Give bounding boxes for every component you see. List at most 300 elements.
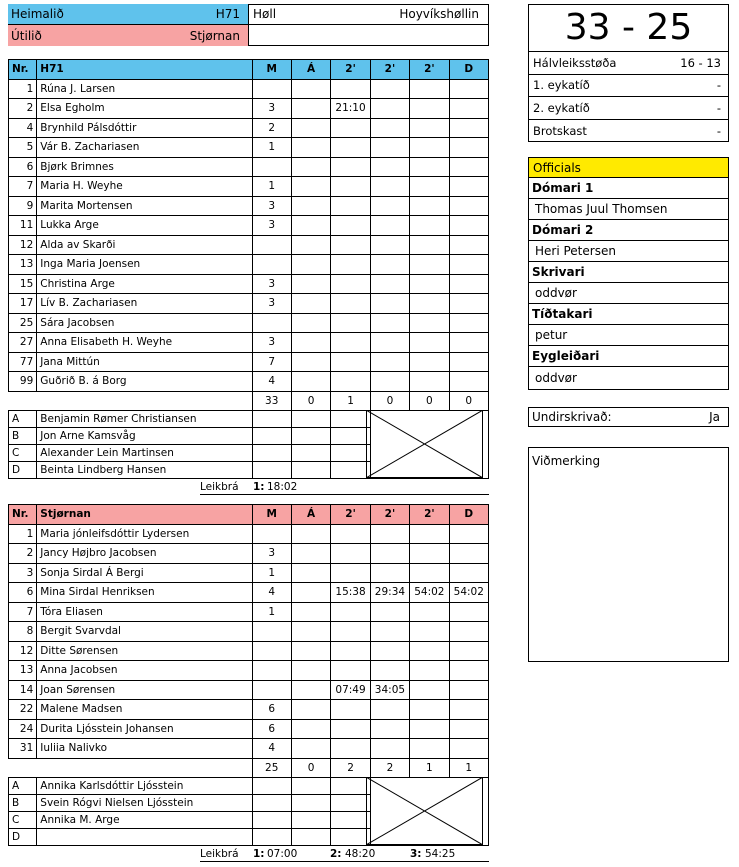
player-suspension-3	[410, 216, 449, 236]
player-suspension-1	[331, 118, 370, 138]
team1-timeouts	[200, 480, 489, 495]
timeout-3-time: 54:25	[425, 848, 456, 860]
totals-row	[9, 391, 489, 411]
official-name	[528, 199, 729, 220]
player-nr: 13	[9, 255, 37, 275]
total-disqualifications: 0	[449, 391, 488, 411]
team-name: H71	[37, 60, 252, 80]
col-a: Á	[291, 505, 330, 525]
player-disqualification	[449, 255, 488, 275]
player-warning	[291, 138, 330, 158]
player-disqualification	[449, 524, 488, 544]
staff-suspension	[331, 462, 370, 479]
player-disqualification	[449, 216, 488, 236]
player-suspension-1	[331, 177, 370, 197]
player-suspension-2	[370, 313, 409, 333]
player-nr: 24	[9, 719, 37, 739]
player-suspension-3	[410, 352, 449, 372]
timeout-1-time: 18:02	[267, 481, 298, 493]
col-m: M	[252, 60, 291, 80]
player-name: Sára Jacobsen	[37, 313, 252, 333]
score-row-value: -	[716, 100, 721, 115]
home-team: H71	[215, 7, 240, 21]
player-nr: 8	[9, 622, 37, 642]
player-name: Malene Madsen	[37, 700, 252, 720]
player-nr: 1	[9, 524, 37, 544]
player-row	[9, 352, 489, 372]
player-disqualification	[449, 641, 488, 661]
player-disqualification	[449, 719, 488, 739]
player-nr: 1	[9, 79, 37, 99]
official-name-label: petur	[535, 328, 568, 342]
player-warning	[291, 294, 330, 314]
player-suspension-3	[410, 118, 449, 138]
player-disqualification	[449, 739, 488, 759]
player-name: Iuliia Nalivko	[37, 739, 252, 759]
player-suspension-3	[410, 563, 449, 583]
player-suspension-2	[370, 563, 409, 583]
player-nr: 5	[9, 138, 37, 158]
player-row	[9, 700, 489, 720]
staff-suspension	[331, 812, 370, 829]
player-name: Maria jónleifsdóttir Lydersen	[37, 524, 252, 544]
staff-warning	[291, 829, 330, 846]
player-suspension-3	[410, 79, 449, 99]
player-warning	[291, 602, 330, 622]
total-suspensions-1: 1	[331, 391, 370, 411]
staff-warning	[291, 411, 330, 428]
staff-suspension	[331, 829, 370, 846]
player-warning	[291, 196, 330, 216]
timeout-1-label: 1:	[253, 848, 265, 860]
player-suspension-3	[410, 719, 449, 739]
player-nr: 4	[9, 118, 37, 138]
col-s1: 2'	[331, 505, 370, 525]
player-suspension-2	[370, 333, 409, 353]
player-goals	[252, 680, 291, 700]
player-nr: 22	[9, 700, 37, 720]
score-row	[528, 75, 729, 98]
signed-value: Ja	[709, 410, 720, 424]
staff-suspension	[331, 411, 370, 428]
player-goals: 4	[252, 739, 291, 759]
player-name: Inga Maria Joensen	[37, 255, 252, 275]
player-name: Guðrið B. á Borg	[37, 372, 252, 392]
player-name: Sonja Sirdal Á Bergi	[37, 563, 252, 583]
official-name-label: oddvør	[535, 370, 577, 385]
col-nr: Nr.	[9, 60, 37, 80]
total-suspensions-1: 2	[331, 758, 370, 778]
official-role-label: Dómari 2	[532, 223, 594, 237]
player-disqualification	[449, 196, 488, 216]
player-suspension-3	[410, 622, 449, 642]
player-disqualification	[449, 274, 488, 294]
timeout-1-time: 07:00	[267, 848, 298, 860]
total-disqualifications: 1	[449, 758, 488, 778]
score-row-label: 1. eykatíð	[533, 78, 590, 93]
player-goals: 7	[252, 352, 291, 372]
player-suspension-3	[410, 739, 449, 759]
staff-name: Jon Arne Kamsvåg	[37, 428, 252, 445]
player-suspension-1	[331, 641, 370, 661]
staff-cross-box	[366, 777, 483, 845]
player-suspension-2	[370, 352, 409, 372]
player-goals	[252, 524, 291, 544]
player-disqualification	[449, 157, 488, 177]
player-goals: 1	[252, 177, 291, 197]
score-row	[528, 120, 729, 143]
player-nr: 12	[9, 641, 37, 661]
player-warning	[291, 372, 330, 392]
player-warning	[291, 157, 330, 177]
player-suspension-2	[370, 99, 409, 119]
player-name: Bjørk Brimnes	[37, 157, 252, 177]
player-warning	[291, 177, 330, 197]
player-name: Anna Elisabeth H. Weyhe	[37, 333, 252, 353]
player-suspension-2	[370, 138, 409, 158]
player-suspension-1	[331, 524, 370, 544]
player-row	[9, 333, 489, 353]
player-nr: 25	[9, 313, 37, 333]
staff-name: Annika M. Arge	[37, 812, 252, 829]
player-nr: 27	[9, 333, 37, 353]
player-suspension-2	[370, 274, 409, 294]
staff-letter: D	[9, 462, 37, 479]
timeout-1-label: 1:	[253, 481, 265, 493]
player-suspension-2	[370, 602, 409, 622]
player-row	[9, 274, 489, 294]
player-name: Rúna J. Larsen	[37, 79, 252, 99]
player-name: Joan Sørensen	[37, 680, 252, 700]
player-nr: 15	[9, 274, 37, 294]
player-suspension-3	[410, 255, 449, 275]
player-row	[9, 177, 489, 197]
col-s3: 2'	[410, 505, 449, 525]
player-suspension-3	[410, 524, 449, 544]
player-suspension-3	[410, 235, 449, 255]
player-name: Tóra Eliasen	[37, 602, 252, 622]
player-nr: 13	[9, 661, 37, 681]
col-d: D	[449, 60, 488, 80]
player-disqualification	[449, 235, 488, 255]
player-nr: 14	[9, 680, 37, 700]
player-suspension-2	[370, 118, 409, 138]
player-warning	[291, 641, 330, 661]
official-role-label: Tíðtakari	[532, 307, 593, 321]
player-warning	[291, 524, 330, 544]
player-nr: 99	[9, 372, 37, 392]
totals-row	[9, 758, 489, 778]
player-suspension-1	[331, 255, 370, 275]
timeout-label: Leikbrá	[200, 481, 239, 493]
player-suspension-3	[410, 641, 449, 661]
player-name: Jana Mittún	[37, 352, 252, 372]
away-row	[8, 25, 249, 46]
home-row	[8, 4, 249, 25]
official-role-label: Eygleiðari	[532, 349, 600, 363]
score-row-value: -	[716, 123, 721, 138]
player-suspension-1	[331, 352, 370, 372]
player-row	[9, 216, 489, 236]
player-goals: 2	[252, 118, 291, 138]
player-suspension-1	[331, 661, 370, 681]
staff-name: Beinta Lindberg Hansen	[37, 462, 252, 479]
player-row	[9, 196, 489, 216]
player-suspension-2	[370, 661, 409, 681]
officials-title: Officials	[528, 157, 729, 178]
player-suspension-3	[410, 196, 449, 216]
player-suspension-1	[331, 196, 370, 216]
player-row	[9, 544, 489, 564]
player-warning	[291, 333, 330, 353]
team-header-row	[9, 505, 489, 525]
player-row	[9, 79, 489, 99]
player-row	[9, 719, 489, 739]
staff-warning	[291, 445, 330, 462]
official-name	[528, 241, 729, 262]
player-suspension-1	[331, 216, 370, 236]
player-warning	[291, 118, 330, 138]
player-suspension-1	[331, 372, 370, 392]
player-row	[9, 255, 489, 275]
player-name: Vár B. Zachariasen	[37, 138, 252, 158]
staff-letter: A	[9, 411, 37, 428]
player-goals: 3	[252, 99, 291, 119]
col-s1: 2'	[331, 60, 370, 80]
player-suspension-3: 54:02	[410, 583, 449, 603]
player-row	[9, 235, 489, 255]
player-disqualification: 54:02	[449, 583, 488, 603]
player-disqualification	[449, 563, 488, 583]
official-role-label: Skrivari	[532, 265, 585, 279]
staff-suspension	[331, 445, 370, 462]
player-suspension-2	[370, 739, 409, 759]
player-warning	[291, 216, 330, 236]
player-warning	[291, 583, 330, 603]
player-name: Christina Arge	[37, 274, 252, 294]
player-row	[9, 739, 489, 759]
player-row	[9, 99, 489, 119]
hall-row	[249, 4, 489, 25]
player-suspension-1: 21:10	[331, 99, 370, 119]
player-disqualification	[449, 700, 488, 720]
player-suspension-1	[331, 700, 370, 720]
player-nr: 77	[9, 352, 37, 372]
player-disqualification	[449, 544, 488, 564]
staff-suspension	[331, 795, 370, 812]
staff-letter: C	[9, 445, 37, 462]
player-name: Brynhild Pálsdóttir	[37, 118, 252, 138]
player-suspension-2	[370, 235, 409, 255]
player-warning	[291, 255, 330, 275]
score-row-value: 16 - 13	[680, 55, 721, 70]
staff-suspension	[331, 778, 370, 795]
player-suspension-2	[370, 216, 409, 236]
player-suspension-2	[370, 544, 409, 564]
player-warning	[291, 719, 330, 739]
player-suspension-2	[370, 79, 409, 99]
total-suspensions-2: 0	[370, 391, 409, 411]
staff-warning	[291, 795, 330, 812]
player-suspension-2	[370, 255, 409, 275]
player-suspension-2	[370, 196, 409, 216]
player-nr: 7	[9, 602, 37, 622]
official-role	[528, 262, 729, 283]
player-suspension-3	[410, 544, 449, 564]
player-suspension-3	[410, 313, 449, 333]
player-goals: 3	[252, 333, 291, 353]
player-suspension-1	[331, 138, 370, 158]
player-disqualification	[449, 294, 488, 314]
player-suspension-1	[331, 544, 370, 564]
player-name: Durita Ljósstein Johansen	[37, 719, 252, 739]
player-row	[9, 680, 489, 700]
player-nr: 6	[9, 157, 37, 177]
player-row	[9, 138, 489, 158]
player-row	[9, 583, 489, 603]
official-role	[528, 346, 729, 367]
player-warning	[291, 235, 330, 255]
home-label: Heimalið	[11, 7, 64, 21]
player-suspension-2	[370, 294, 409, 314]
player-suspension-3	[410, 700, 449, 720]
player-suspension-3	[410, 661, 449, 681]
player-suspension-2	[370, 700, 409, 720]
player-suspension-1	[331, 274, 370, 294]
score-row	[528, 52, 729, 75]
official-role	[528, 220, 729, 241]
official-name	[528, 367, 729, 388]
staff-name: Annika Karlsdóttir Ljósstein	[37, 778, 252, 795]
col-s3: 2'	[410, 60, 449, 80]
player-disqualification	[449, 99, 488, 119]
player-suspension-1: 15:38	[331, 583, 370, 603]
total-warnings: 0	[291, 391, 330, 411]
player-warning	[291, 622, 330, 642]
official-role	[528, 304, 729, 325]
player-suspension-1	[331, 602, 370, 622]
timeout-2-time: 48:20	[345, 848, 376, 860]
player-row	[9, 294, 489, 314]
final-score: 33 - 25	[528, 4, 729, 52]
signed-label: Undirskrivað:	[532, 410, 612, 424]
staff-name: Benjamin Rømer Christiansen	[37, 411, 252, 428]
player-goals: 6	[252, 700, 291, 720]
player-goals	[252, 661, 291, 681]
staff-warning	[291, 778, 330, 795]
remark-box	[528, 447, 729, 662]
player-goals: 4	[252, 583, 291, 603]
player-goals: 3	[252, 544, 291, 564]
player-suspension-3	[410, 138, 449, 158]
total-goals: 33	[252, 391, 291, 411]
official-name-label: Thomas Juul Thomsen	[535, 202, 668, 216]
player-name: Ditte Sørensen	[37, 641, 252, 661]
player-goals: 3	[252, 196, 291, 216]
score-row	[528, 97, 729, 120]
player-suspension-3	[410, 602, 449, 622]
player-goals: 3	[252, 294, 291, 314]
timeout-label: Leikbrá	[200, 848, 239, 860]
total-suspensions-2: 2	[370, 758, 409, 778]
player-name: Alda av Skarði	[37, 235, 252, 255]
player-name: Anna Jacobsen	[37, 661, 252, 681]
col-nr: Nr.	[9, 505, 37, 525]
player-goals	[252, 622, 291, 642]
player-disqualification	[449, 118, 488, 138]
score-row-label: Hálvleiksstøða	[533, 55, 617, 70]
total-suspensions-3: 0	[410, 391, 449, 411]
player-warning	[291, 274, 330, 294]
player-warning	[291, 563, 330, 583]
col-d: D	[449, 505, 488, 525]
player-goals	[252, 313, 291, 333]
player-suspension-3	[410, 274, 449, 294]
player-nr: 9	[9, 196, 37, 216]
player-nr: 2	[9, 544, 37, 564]
player-warning	[291, 661, 330, 681]
player-name: Maria H. Weyhe	[37, 177, 252, 197]
player-suspension-3	[410, 680, 449, 700]
staff-letter: A	[9, 778, 37, 795]
player-warning	[291, 313, 330, 333]
staff-name	[37, 829, 252, 846]
player-suspension-1	[331, 719, 370, 739]
player-suspension-3	[410, 177, 449, 197]
player-goals: 6	[252, 719, 291, 739]
total-suspensions-3: 1	[410, 758, 449, 778]
player-suspension-3	[410, 372, 449, 392]
player-suspension-1: 07:49	[331, 680, 370, 700]
player-suspension-3	[410, 333, 449, 353]
official-name-label: oddvør	[535, 286, 577, 300]
staff-letter: D	[9, 829, 37, 846]
staff-warning	[291, 812, 330, 829]
player-name: Lukka Arge	[37, 216, 252, 236]
player-suspension-2	[370, 719, 409, 739]
staff-name: Svein Rógvi Nielsen Ljósstein	[37, 795, 252, 812]
player-suspension-1	[331, 235, 370, 255]
player-nr: 7	[9, 177, 37, 197]
signed-box	[528, 407, 729, 427]
player-goals: 1	[252, 138, 291, 158]
player-goals	[252, 157, 291, 177]
hall-label: Høll	[253, 7, 277, 21]
team-name: Stjørnan	[37, 505, 252, 525]
player-suspension-2	[370, 372, 409, 392]
hall-name: Hoyvíkshøllin	[399, 7, 479, 21]
player-goals: 3	[252, 216, 291, 236]
player-warning	[291, 680, 330, 700]
player-suspension-1	[331, 294, 370, 314]
player-suspension-2	[370, 157, 409, 177]
player-name: Lív B. Zachariasen	[37, 294, 252, 314]
player-nr: 12	[9, 235, 37, 255]
player-nr: 31	[9, 739, 37, 759]
player-suspension-2: 34:05	[370, 680, 409, 700]
player-suspension-1	[331, 739, 370, 759]
official-name-label: Heri Petersen	[535, 244, 616, 258]
player-suspension-1	[331, 622, 370, 642]
player-row	[9, 641, 489, 661]
player-suspension-1	[331, 333, 370, 353]
col-m: M	[252, 505, 291, 525]
staff-suspension	[331, 428, 370, 445]
player-name: Marita Mortensen	[37, 196, 252, 216]
col-s2: 2'	[370, 60, 409, 80]
player-nr: 11	[9, 216, 37, 236]
player-disqualification	[449, 79, 488, 99]
